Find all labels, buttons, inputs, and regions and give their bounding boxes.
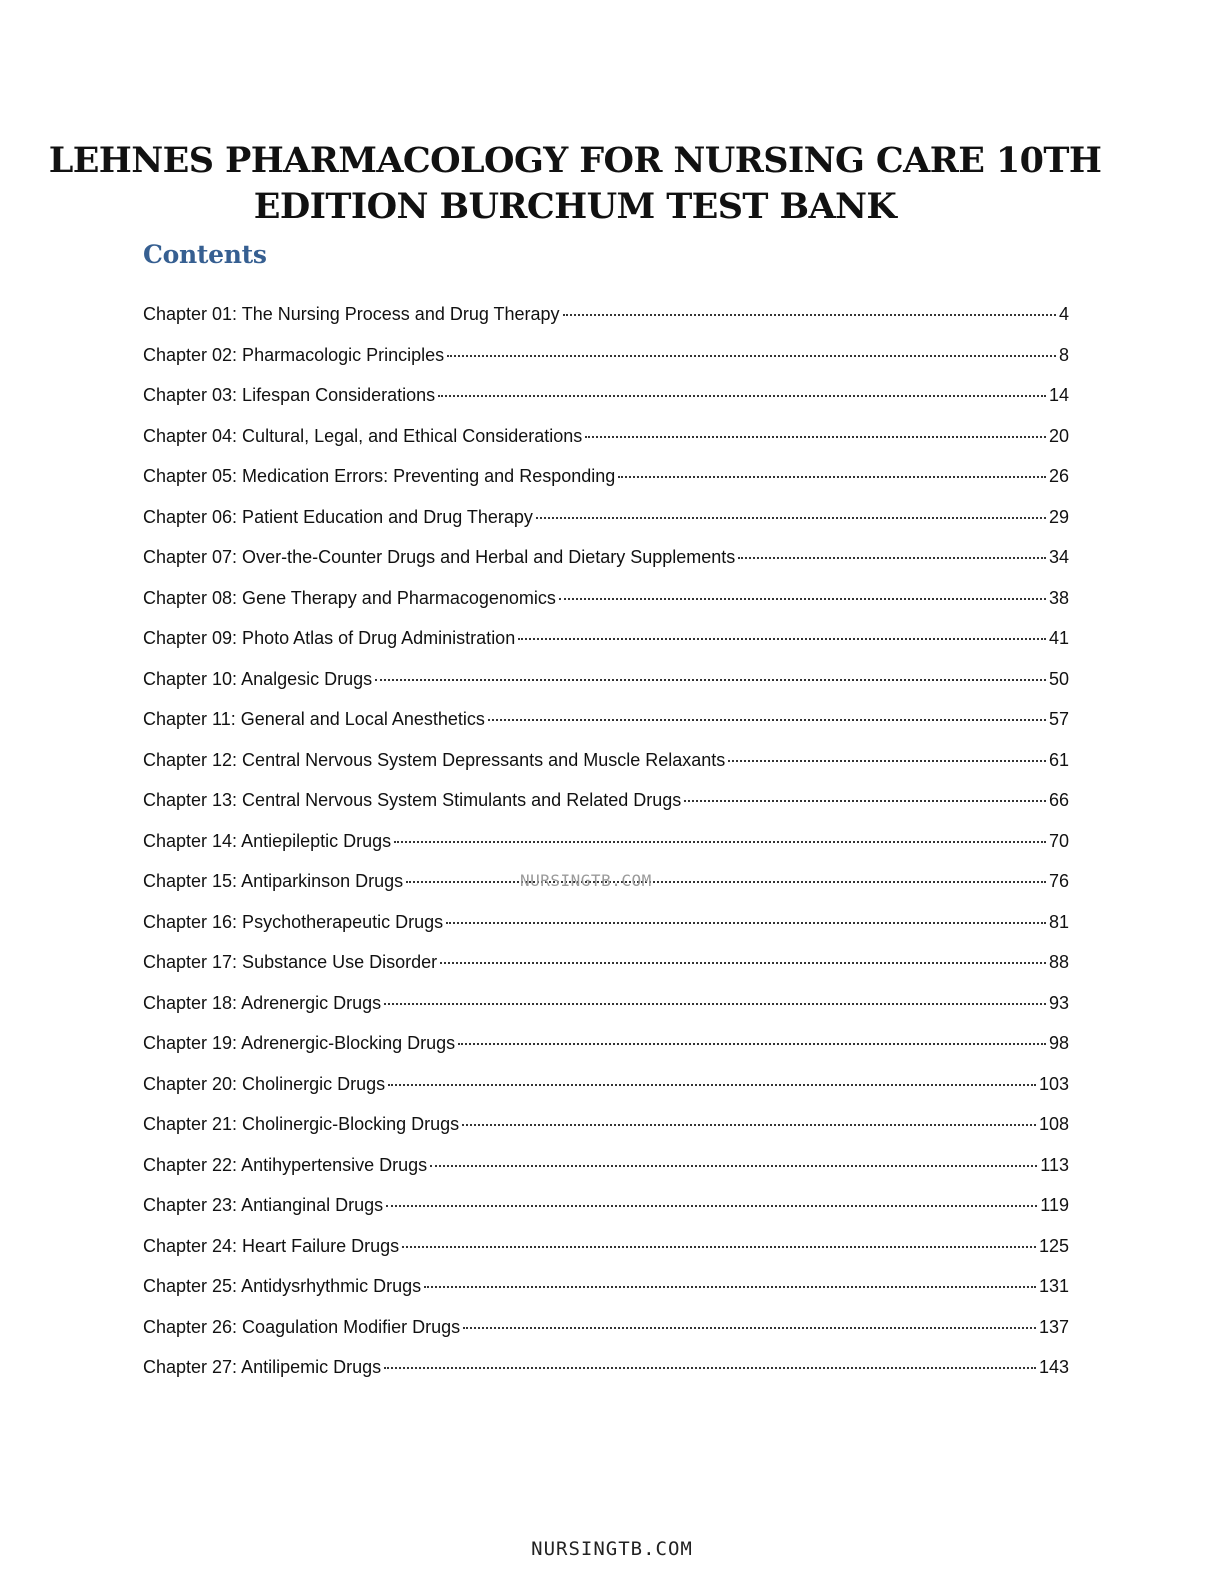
toc-dot-leader (386, 1205, 1037, 1207)
toc-dot-leader (462, 1124, 1036, 1126)
toc-entry-label[interactable]: Chapter 14: Antiepileptic Drugs (143, 830, 392, 851)
toc-entry-label[interactable]: Chapter 05: Medication Errors: Preventing and Responding (143, 466, 616, 486)
toc-entry-page-number[interactable]: 131 (1038, 1276, 1069, 1296)
toc-dot-leader (447, 355, 1056, 357)
toc-entry-label[interactable]: Chapter 19: Adrenergic-Blocking Drugs (143, 1033, 456, 1053)
toc-entry-label[interactable]: Chapter 25: Antidysrhythmic Drugs (143, 1276, 422, 1296)
toc-entry-label[interactable]: Chapter 20: Cholinergic Drugs (143, 1073, 386, 1094)
toc-dot-leader (585, 436, 1046, 438)
toc-dot-leader (563, 314, 1056, 316)
toc-dot-leader (738, 557, 1046, 559)
toc-entry-label[interactable]: Chapter 11: General and Local Anesthetics (143, 709, 485, 729)
toc-entry-label[interactable]: Chapter 22: Antihypertensive Drugs (143, 1154, 428, 1175)
toc-dot-leader (406, 881, 1046, 883)
toc-entry-page-number[interactable]: 125 (1038, 1235, 1069, 1256)
toc-entry-label[interactable]: Chapter 10: Analgesic Drugs (143, 668, 373, 689)
toc-entry[interactable] (143, 744, 1069, 785)
toc-dot-leader (384, 1003, 1046, 1005)
toc-entry[interactable] (143, 582, 1069, 623)
toc-entry[interactable] (143, 420, 1069, 461)
toc-entry[interactable] (143, 906, 1069, 947)
contents-heading: Contents (143, 240, 267, 269)
toc-entry-page-number[interactable]: 34 (1048, 547, 1069, 567)
toc-entry-label[interactable]: Chapter 09: Photo Atlas of Drug Administration (143, 628, 516, 648)
toc-entry-label[interactable]: Chapter 21: Cholinergic-Blocking Drugs (143, 1114, 460, 1134)
toc-entry-page-number[interactable]: 93 (1048, 992, 1069, 1013)
toc-dot-leader (458, 1043, 1046, 1045)
toc-dot-leader (438, 395, 1046, 397)
toc-entry[interactable] (143, 1189, 1069, 1230)
toc-entry-page-number[interactable]: 14 (1048, 385, 1069, 405)
toc-entry-label[interactable]: Chapter 07: Over-the-Counter Drugs and Herbal and Dietary Supplements (143, 547, 736, 567)
toc-entry[interactable] (143, 339, 1069, 380)
toc-entry-page-number[interactable]: 61 (1048, 749, 1069, 770)
toc-entry-label[interactable]: Chapter 24: Heart Failure Drugs (143, 1235, 400, 1256)
toc-entry-page-number[interactable]: 76 (1048, 871, 1069, 891)
toc-entry[interactable] (143, 541, 1069, 582)
toc-entry-label[interactable]: Chapter 17: Substance Use Disorder (143, 952, 438, 972)
toc-entry-page-number[interactable]: 57 (1048, 709, 1069, 729)
toc-entry[interactable] (143, 987, 1069, 1028)
toc-entry[interactable] (143, 1351, 1069, 1392)
table-of-contents (143, 298, 1069, 1392)
toc-dot-leader (430, 1165, 1037, 1167)
footer-watermark: NURSINGTB.COM (531, 1538, 693, 1560)
toc-entry[interactable] (143, 663, 1069, 704)
toc-dot-leader (684, 800, 1046, 802)
toc-entry[interactable] (143, 946, 1069, 987)
toc-entry-page-number[interactable]: 38 (1048, 587, 1069, 608)
toc-entry-page-number[interactable]: 66 (1048, 790, 1069, 810)
toc-entry-page-number[interactable]: 20 (1048, 425, 1069, 446)
toc-entry-page-number[interactable]: 81 (1048, 911, 1069, 932)
toc-entry-page-number[interactable]: 50 (1048, 668, 1069, 689)
toc-entry[interactable] (143, 1108, 1069, 1149)
toc-dot-leader (384, 1367, 1036, 1369)
page-title-line-1: LEHNES PHARMACOLOGY FOR NURSING CARE 10TH (48, 140, 1102, 181)
toc-entry-label[interactable]: Chapter 16: Psychotherapeutic Drugs (143, 911, 444, 932)
toc-entry[interactable] (143, 501, 1069, 542)
toc-entry[interactable] (143, 460, 1069, 501)
toc-dot-leader (728, 760, 1046, 762)
toc-entry-label[interactable]: Chapter 12: Central Nervous System Depressants and Muscle Relaxants (143, 749, 726, 770)
toc-entry-page-number[interactable]: 29 (1048, 506, 1069, 527)
page-title-line-2: EDITION BURCHUM TEST BANK (253, 186, 897, 227)
toc-dot-leader (536, 517, 1046, 519)
toc-entry-page-number[interactable]: 88 (1048, 952, 1069, 972)
toc-dot-leader (488, 719, 1046, 721)
toc-entry-page-number[interactable]: 41 (1048, 628, 1069, 648)
toc-entry[interactable] (143, 1027, 1069, 1068)
toc-dot-leader (402, 1246, 1036, 1248)
toc-entry[interactable] (143, 1230, 1069, 1271)
toc-entry-page-number[interactable]: 137 (1038, 1316, 1069, 1337)
page-title (0, 138, 1150, 230)
toc-entry-page-number[interactable]: 8 (1058, 344, 1069, 365)
toc-entry[interactable] (143, 1149, 1069, 1190)
toc-dot-leader (518, 638, 1046, 640)
toc-entry[interactable] (143, 379, 1069, 420)
toc-entry-label[interactable]: Chapter 18: Adrenergic Drugs (143, 992, 382, 1013)
toc-entry-label[interactable]: Chapter 13: Central Nervous System Stimulants and Related Drugs (143, 790, 682, 810)
toc-entry[interactable] (143, 622, 1069, 663)
toc-entry-label[interactable]: Chapter 01: The Nursing Process and Drug Therapy (143, 304, 560, 324)
toc-dot-leader (424, 1286, 1036, 1288)
toc-entry[interactable] (143, 784, 1069, 825)
toc-entry-page-number[interactable]: 103 (1038, 1073, 1069, 1094)
toc-dot-leader (559, 598, 1046, 600)
toc-entry[interactable] (143, 298, 1069, 339)
toc-entry-page-number[interactable]: 113 (1040, 1154, 1069, 1175)
toc-dot-leader (446, 922, 1046, 924)
toc-entry-page-number[interactable]: 26 (1048, 466, 1069, 486)
toc-entry-label[interactable]: Chapter 06: Patient Education and Drug Therapy (143, 506, 533, 527)
toc-entry-page-number[interactable]: 143 (1038, 1357, 1069, 1377)
toc-entry-label[interactable]: Chapter 15: Antiparkinson Drugs (143, 871, 404, 891)
toc-entry-page-number[interactable]: 119 (1040, 1195, 1069, 1215)
toc-dot-leader (618, 476, 1046, 478)
toc-entry[interactable] (143, 1311, 1069, 1352)
watermark-mid: NURSINGTB.COM (520, 871, 652, 890)
toc-entry[interactable] (143, 825, 1069, 866)
toc-entry-label[interactable]: Chapter 04: Cultural, Legal, and Ethical Considerations (143, 425, 583, 446)
toc-entry-page-number[interactable]: 4 (1058, 304, 1069, 324)
toc-entry[interactable] (143, 703, 1069, 744)
toc-entry-page-number[interactable]: 108 (1038, 1114, 1069, 1134)
toc-dot-leader (375, 679, 1046, 681)
toc-dot-leader (388, 1084, 1036, 1086)
toc-entry-label[interactable]: Chapter 26: Coagulation Modifier Drugs (143, 1316, 461, 1337)
toc-entry-label[interactable]: Chapter 08: Gene Therapy and Pharmacogenomics (143, 587, 556, 608)
toc-entry-page-number[interactable]: 70 (1048, 830, 1069, 851)
toc-dot-leader (440, 962, 1046, 964)
toc-entry-label[interactable]: Chapter 03: Lifespan Considerations (143, 385, 436, 405)
toc-entry-label[interactable]: Chapter 23: Antianginal Drugs (143, 1195, 384, 1215)
toc-entry[interactable] (143, 1068, 1069, 1109)
toc-entry-page-number[interactable]: 98 (1048, 1033, 1069, 1053)
toc-entry-label[interactable]: Chapter 27: Antilipemic Drugs (143, 1357, 382, 1377)
toc-entry-label[interactable]: Chapter 02: Pharmacologic Principles (143, 344, 445, 365)
toc-dot-leader (463, 1327, 1036, 1329)
toc-entry[interactable] (143, 1270, 1069, 1311)
toc-dot-leader (394, 841, 1046, 843)
